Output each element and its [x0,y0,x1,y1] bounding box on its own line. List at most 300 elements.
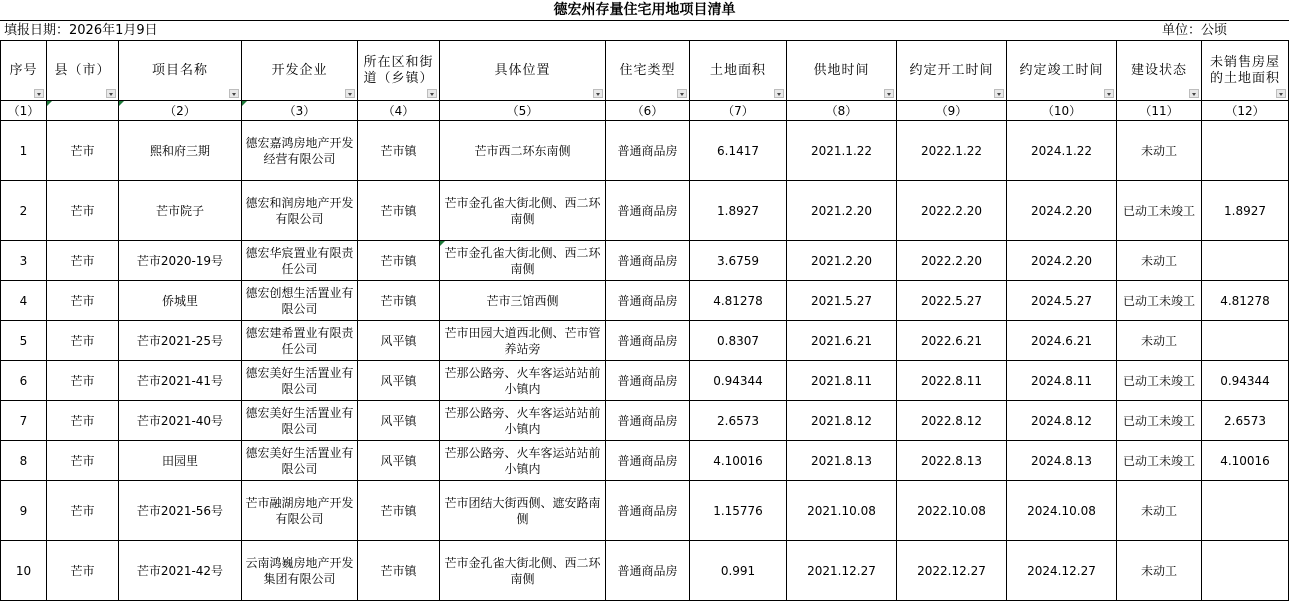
cell-value: 0.991 [720,563,756,578]
column-number-cell [47,101,119,121]
table-cell[interactable] [1007,121,1117,181]
cell-value: 未动工 [1140,563,1177,578]
table-cell[interactable] [358,241,440,281]
cell-value: 2022.10.08 [917,503,986,518]
table-cell[interactable] [440,481,606,541]
table-row [1,541,1289,601]
table-cell[interactable] [1,361,47,401]
filter-dropdown-icon[interactable] [1104,89,1114,98]
table-cell[interactable] [1,541,47,601]
table-cell[interactable] [440,321,606,361]
table-cell[interactable] [606,441,690,481]
cell-value: 普通商品房 [617,333,678,348]
table-cell[interactable] [47,241,119,281]
header-cell [690,41,787,101]
cell-value: 普通商品房 [617,563,678,578]
cell-value: 芒市镇 [380,143,417,158]
filter-dropdown-icon[interactable] [593,89,603,98]
table-cell[interactable] [606,481,690,541]
header-row [1,41,1289,101]
cell-value: 2024.2.20 [1030,203,1093,218]
table-cell[interactable] [690,181,787,241]
cell-value: 芒市2021-42号 [136,563,224,578]
table-cell[interactable] [358,321,440,361]
table-cell[interactable] [1202,541,1289,601]
cell-value: 2021.1.22 [810,143,873,158]
cell-note-marker-icon [47,101,52,106]
header-cell [358,41,440,101]
table-cell[interactable] [358,441,440,481]
cell-value: 芒市 [70,143,95,158]
cell-value: 芒市镇 [380,293,417,308]
cell-value: 2024.12.27 [1027,563,1096,578]
cell-value: 1 [19,143,28,158]
table-cell[interactable] [47,121,119,181]
header-label: 序号 [9,62,38,78]
table-cell[interactable] [897,481,1007,541]
table-cell[interactable] [440,241,606,281]
cell-value: 2022.2.20 [920,253,983,268]
table-cell[interactable] [358,401,440,441]
cell-value: 4.81278 [1220,293,1270,308]
header-label: 所在区和街道（乡镇） [363,54,434,86]
cell-value: 2.6573 [1224,413,1266,428]
filter-dropdown-icon[interactable] [34,89,44,98]
table-cell[interactable] [242,321,358,361]
cell-value: 6.1417 [717,143,759,158]
cell-value: 4 [19,293,28,308]
table-row [1,401,1289,441]
column-number-cell: （5） [440,101,606,121]
cell-value: 普通商品房 [617,453,678,468]
table-row [1,181,1289,241]
cell-value: 2022.5.27 [920,293,983,308]
column-number-cell: （12） [1202,101,1289,121]
filter-dropdown-icon[interactable] [229,89,239,98]
cell-value: 芒市2020-19号 [136,253,224,268]
table-row [1,441,1289,481]
table-cell[interactable] [690,241,787,281]
cell-value: 0.94344 [713,373,763,388]
cell-value: 2024.2.20 [1030,253,1093,268]
header-cell [440,41,606,101]
header-cell [787,41,897,101]
cell-value: 0.8307 [717,333,759,348]
table-cell[interactable] [690,121,787,181]
table-cell[interactable] [47,481,119,541]
cell-value: 2021.8.13 [810,453,873,468]
table-cell[interactable] [787,181,897,241]
table-cell[interactable] [1202,121,1289,181]
cell-value: 3.6759 [717,253,759,268]
table-row [1,481,1289,541]
unit-label: 单位：公顷 [1162,23,1228,38]
header-label: 约定开工时间 [909,62,994,78]
table-cell[interactable] [1,181,47,241]
cell-value: 熙和府三期 [149,143,210,158]
fill-date: 填报日期：2026年1月9日 [4,23,158,38]
table-cell[interactable] [606,541,690,601]
cell-value: 芒市镇 [380,203,417,218]
table-cell[interactable] [358,361,440,401]
cell-value: 10 [15,563,32,578]
table-cell[interactable] [1,321,47,361]
table-cell[interactable] [242,541,358,601]
cell-value: 风平镇 [380,373,417,388]
column-number-cell: （7） [690,101,787,121]
table-cell[interactable] [1117,401,1202,441]
table-cell[interactable] [690,281,787,321]
cell-value: 芒市镇 [380,503,417,518]
cell-value: 2021.10.08 [807,503,876,518]
table-cell[interactable] [897,241,1007,281]
table-cell[interactable] [1117,321,1202,361]
table-cell[interactable] [1117,361,1202,401]
table-cell[interactable] [690,321,787,361]
cell-value: 2024.6.21 [1030,333,1093,348]
table-cell[interactable] [1117,281,1202,321]
filter-dropdown-icon[interactable] [774,89,784,98]
table-cell[interactable] [1007,181,1117,241]
cell-value: 2021.2.20 [810,253,873,268]
table-body [1,121,1289,601]
table-cell[interactable] [242,281,358,321]
table-cell[interactable] [358,181,440,241]
cell-value: 已动工未竣工 [1122,413,1195,428]
column-number-cell: （4） [358,101,440,121]
header-cell [1202,41,1289,101]
table-cell[interactable] [119,281,242,321]
header-label: 未销售房屋的土地面积 [1209,54,1280,86]
cell-value: 2 [19,203,28,218]
cell-value: 普通商品房 [617,253,678,268]
header-cell [47,41,119,101]
table-cell[interactable] [897,181,1007,241]
filter-dropdown-icon[interactable] [1276,89,1286,98]
table-cell[interactable] [787,321,897,361]
table-cell[interactable] [787,441,897,481]
table-cell[interactable] [47,181,119,241]
cell-value: 普通商品房 [617,413,678,428]
table-cell[interactable] [1117,181,1202,241]
cell-value: 侨城里 [161,293,198,308]
cell-value: 芒市镇 [380,253,417,268]
cell-value: 4.81278 [713,293,763,308]
cell-value: 2022.1.22 [920,143,983,158]
table-cell[interactable] [119,541,242,601]
table-row [1,321,1289,361]
cell-value: 2022.8.13 [920,453,983,468]
table-cell[interactable] [1,401,47,441]
header-label: 土地面积 [709,62,766,78]
cell-value: 2022.8.11 [920,373,983,388]
table-cell[interactable] [1117,441,1202,481]
cell-value: 2024.5.27 [1030,293,1093,308]
cell-value: 德宏建希置业有限责任公司 [245,325,354,356]
column-number-cell: （9） [897,101,1007,121]
table-cell[interactable] [1007,241,1117,281]
table-cell[interactable] [787,281,897,321]
cell-value: 普通商品房 [617,293,678,308]
table-cell[interactable] [440,181,606,241]
table-cell[interactable] [1,241,47,281]
table-cell[interactable] [119,481,242,541]
cell-value: 德宏美好生活置业有限公司 [245,365,354,396]
table-cell[interactable] [897,321,1007,361]
table-cell[interactable] [47,401,119,441]
cell-value: 未动工 [1140,253,1177,268]
table-cell[interactable] [1202,321,1289,361]
table-cell[interactable] [1,281,47,321]
cell-value: 芒市院子 [155,203,204,218]
table-cell[interactable] [897,441,1007,481]
cell-value: 田园里 [161,453,198,468]
cell-value: 芒市2021-41号 [136,373,224,388]
cell-value: 3 [19,253,28,268]
header-cell [606,41,690,101]
table-cell[interactable] [47,321,119,361]
cell-value: 1.8927 [717,203,759,218]
filter-dropdown-icon[interactable] [677,89,687,98]
column-number-cell: （6） [606,101,690,121]
table-row [1,121,1289,181]
header-label: 住宅类型 [619,62,676,78]
table-cell[interactable] [1202,181,1289,241]
cell-value: 2022.6.21 [920,333,983,348]
table-cell[interactable] [1007,541,1117,601]
cell-note-marker-icon [440,241,445,246]
cell-value: 已动工未竣工 [1122,293,1195,308]
table-cell[interactable] [690,441,787,481]
cell-value: 芒市 [70,333,95,348]
cell-value: 芒市 [70,563,95,578]
cell-value: 2024.8.12 [1030,413,1093,428]
table-cell[interactable] [897,121,1007,181]
header-label: 开发企业 [271,62,328,78]
table-cell[interactable] [1117,121,1202,181]
cell-value: 芒市田园大道西北侧、芒市管养站旁 [444,325,601,356]
cell-value: 未动工 [1140,143,1177,158]
cell-value: 2024.1.22 [1030,143,1093,158]
table-cell[interactable] [242,241,358,281]
cell-value: 9 [19,503,28,518]
table-cell[interactable] [1007,481,1117,541]
filter-dropdown-icon[interactable] [994,89,1004,98]
cell-value: 德宏美好生活置业有限公司 [245,405,354,436]
cell-value: 7 [19,413,28,428]
table-cell[interactable] [690,401,787,441]
cell-value: 芒那公路旁、火车客运站站前小镇内 [444,405,601,436]
filter-dropdown-icon[interactable] [106,89,116,98]
table-cell[interactable] [1202,361,1289,401]
table-cell[interactable] [606,401,690,441]
table-row [1,281,1289,321]
cell-value: 芒那公路旁、火车客运站站前小镇内 [444,365,601,396]
cell-note-marker-icon [119,101,124,106]
table-cell[interactable] [47,441,119,481]
land-project-table [0,40,1289,601]
cell-value: 2021.5.27 [810,293,873,308]
cell-value: 2024.8.13 [1030,453,1093,468]
cell-value: 芒市金孔雀大街北侧、西二环南侧 [444,245,601,276]
cell-value: 芒市 [70,503,95,518]
table-cell[interactable] [440,361,606,401]
table-cell[interactable] [1,441,47,481]
cell-value: 普通商品房 [617,203,678,218]
cell-value: 4.10016 [713,453,763,468]
cell-value: 未动工 [1140,333,1177,348]
cell-value: 芒市金孔雀大街北侧、西二环南侧 [444,555,601,586]
table-cell[interactable] [358,481,440,541]
table-cell[interactable] [1117,541,1202,601]
cell-value: 德宏美好生活置业有限公司 [245,445,354,476]
cell-value: 1.8927 [1224,203,1266,218]
cell-value: 2021.12.27 [807,563,876,578]
table-cell[interactable] [1007,361,1117,401]
table-cell[interactable] [47,281,119,321]
table-cell[interactable] [1202,481,1289,541]
column-number-cell: （10） [1007,101,1117,121]
table-cell[interactable] [606,121,690,181]
table-cell[interactable] [606,281,690,321]
table-cell[interactable] [47,361,119,401]
table-cell[interactable] [242,121,358,181]
table-cell[interactable] [440,121,606,181]
table-cell[interactable] [1202,441,1289,481]
column-number-cell: （11） [1117,101,1202,121]
cell-value: 芒市 [70,203,95,218]
cell-value: 普通商品房 [617,143,678,158]
table-cell[interactable] [242,401,358,441]
header-cell [119,41,242,101]
cell-value: 芒市2021-25号 [136,333,224,348]
table-cell[interactable] [119,241,242,281]
table-cell[interactable] [897,541,1007,601]
table-cell[interactable] [787,481,897,541]
table-cell[interactable] [242,181,358,241]
table-cell[interactable] [47,541,119,601]
cell-value: 德宏华宸置业有限责任公司 [245,245,354,276]
cell-value: 芒那公路旁、火车客运站站前小镇内 [444,445,601,476]
cell-value: 2021.8.11 [810,373,873,388]
cell-value: 5 [19,333,28,348]
cell-value: 芒市 [70,293,95,308]
header-label: 供地时间 [813,62,870,78]
table-cell[interactable] [242,441,358,481]
table-cell[interactable] [242,481,358,541]
table-cell[interactable] [787,401,897,441]
table-cell[interactable] [119,401,242,441]
header-cell [242,41,358,101]
table-cell[interactable] [1007,401,1117,441]
table-cell[interactable] [787,121,897,181]
cell-value: 芒市融湖房地产开发有限公司 [245,495,354,526]
cell-value: 芒市西二环东南侧 [474,143,571,158]
table-cell[interactable] [690,361,787,401]
table-cell[interactable] [1007,281,1117,321]
cell-value: 2022.8.12 [920,413,983,428]
table-cell[interactable] [606,241,690,281]
sheet-title: 德宏州存量住宅用地项目清单 [0,0,1289,21]
table-cell[interactable] [606,321,690,361]
table-cell[interactable] [787,541,897,601]
table-cell[interactable] [358,281,440,321]
cell-value: 已动工未竣工 [1122,373,1195,388]
table-cell[interactable] [897,401,1007,441]
table-cell[interactable] [358,121,440,181]
table-cell[interactable] [1,481,47,541]
cell-value: 芒市镇 [380,563,417,578]
table-cell[interactable] [440,441,606,481]
cell-value: 2.6573 [717,413,759,428]
filter-dropdown-icon[interactable] [427,89,437,98]
filter-dropdown-icon[interactable] [1189,89,1199,98]
table-cell[interactable] [1117,481,1202,541]
cell-value: 4.10016 [1220,453,1270,468]
cell-value: 0.94344 [1220,373,1270,388]
table-cell[interactable] [119,121,242,181]
table-cell[interactable] [606,181,690,241]
table-cell[interactable] [440,281,606,321]
cell-value: 2021.2.20 [810,203,873,218]
cell-value: 德宏创想生活置业有限公司 [245,285,354,316]
table-cell[interactable] [440,401,606,441]
cell-value: 2022.12.27 [917,563,986,578]
filter-dropdown-icon[interactable] [884,89,894,98]
cell-value: 芒市 [70,253,95,268]
table-cell[interactable] [690,541,787,601]
table-cell[interactable] [690,481,787,541]
table-cell[interactable] [1007,441,1117,481]
table-cell[interactable] [119,181,242,241]
cell-value: 风平镇 [380,453,417,468]
table-cell[interactable] [1,121,47,181]
cell-value: 云南鸿巍房地产开发集团有限公司 [245,555,354,586]
table-cell[interactable] [119,361,242,401]
cell-value: 芒市三馆西侧 [486,293,559,308]
table-cell[interactable] [1007,321,1117,361]
header-cell [897,41,1007,101]
table-cell[interactable] [1202,281,1289,321]
table-cell[interactable] [1202,401,1289,441]
table-cell[interactable] [119,441,242,481]
cell-value: 芒市 [70,453,95,468]
column-number-row [1,101,1289,121]
cell-value: 已动工未竣工 [1122,203,1195,218]
cell-value: 2024.8.11 [1030,373,1093,388]
cell-value: 德宏和润房地产开发有限公司 [245,195,354,226]
table-cell[interactable] [897,281,1007,321]
table-cell[interactable] [1202,241,1289,281]
cell-value: 2022.2.20 [920,203,983,218]
table-cell[interactable] [897,361,1007,401]
cell-value: 2024.10.08 [1027,503,1096,518]
filter-dropdown-icon[interactable] [345,89,355,98]
header-label: 约定竣工时间 [1019,62,1104,78]
cell-value: 2021.6.21 [810,333,873,348]
table-cell[interactable] [440,541,606,601]
table-cell[interactable] [1117,241,1202,281]
cell-value: 6 [19,373,28,388]
table-cell[interactable] [358,541,440,601]
table-cell[interactable] [787,361,897,401]
header-cell [1117,41,1202,101]
table-cell[interactable] [606,361,690,401]
table-cell[interactable] [787,241,897,281]
header-label: 县（市） [54,62,111,78]
table-cell[interactable] [242,361,358,401]
table-cell[interactable] [119,321,242,361]
